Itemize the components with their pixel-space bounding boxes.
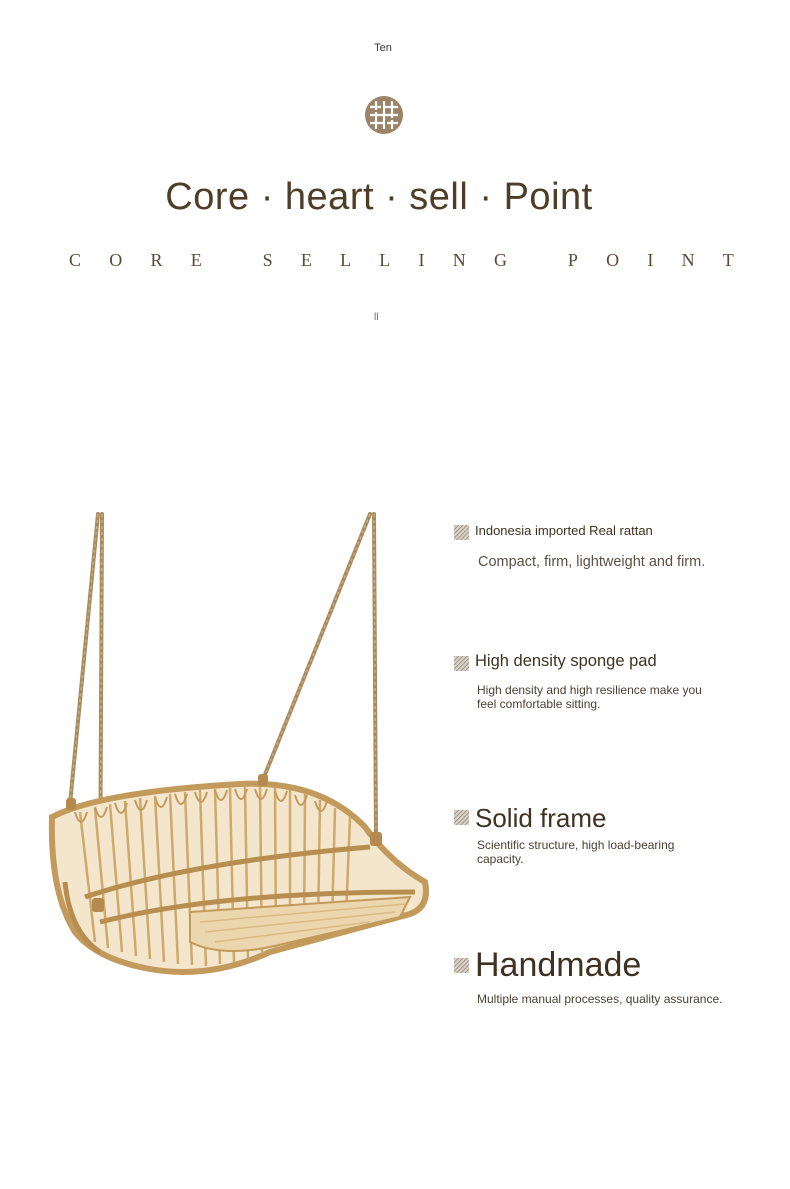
- subtitle-letter: N: [452, 250, 466, 270]
- subtitle-letter: L: [379, 250, 391, 270]
- divider-mark: ll: [374, 312, 379, 323]
- feature-title: High density sponge pad: [475, 652, 657, 670]
- subtitle-letter: S: [262, 250, 273, 270]
- woven-logo-icon: [364, 95, 404, 135]
- subtitle-letter: P: [567, 250, 578, 270]
- page-title: Core · heart · sell · Point: [165, 176, 593, 218]
- feature-title: Solid frame: [475, 803, 607, 833]
- subtitle-letter: N: [681, 250, 695, 270]
- hatched-square-icon: [454, 958, 469, 973]
- feature-description: Multiple manual processes, quality assurance.: [477, 992, 723, 1006]
- hatched-square-icon: [454, 525, 469, 540]
- feature-description: Compact, firm, lightweight and firm.: [478, 554, 706, 570]
- feature-description: High density and high resilience make you feel comfortable sitting.: [477, 683, 702, 711]
- subtitle-letter: G: [493, 250, 507, 270]
- rattan-swing-image: [40, 512, 435, 992]
- feature-title: Indonesia imported Real rattan: [475, 523, 653, 538]
- feature-title: Handmade: [475, 946, 642, 984]
- subtitle-letter: E: [300, 250, 312, 270]
- subtitle-letter: I: [418, 250, 425, 270]
- subtitle-letter: C: [69, 250, 82, 270]
- feature-description: Scientific structure, high load-bearing capacity.: [477, 838, 675, 866]
- subtitle-letter: T: [722, 250, 734, 270]
- subtitle-letter: O: [606, 250, 620, 270]
- subtitle-letter: R: [150, 250, 163, 270]
- hatched-square-icon: [454, 810, 469, 825]
- subtitle-letter: O: [109, 250, 123, 270]
- subtitle-letter: I: [647, 250, 654, 270]
- subtitle-letter: [535, 250, 540, 271]
- subtitle-letter: [230, 250, 235, 271]
- subtitle-letter: E: [190, 250, 202, 270]
- page-subtitle: [69, 250, 734, 271]
- hatched-square-icon: [454, 656, 469, 671]
- top-label: Ten: [374, 42, 392, 54]
- subtitle-letter: L: [340, 250, 352, 270]
